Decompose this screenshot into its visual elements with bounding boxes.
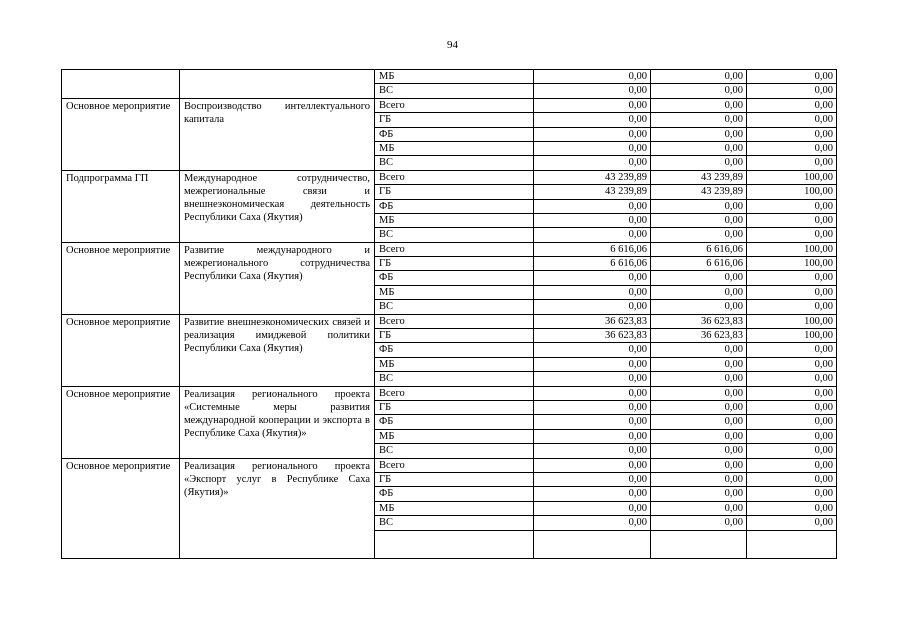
actual-amount-cell: 0,00 [651,357,747,371]
table-row [62,98,837,112]
planned-amount-cell: 0,00 [534,372,651,386]
event-name-cell: Реализация регионального проекта «Системные меры развития международной кооперации и экспорта в Республике Саха (Якутия)» [180,386,375,458]
funding-source-cell: ФБ [375,271,534,285]
planned-amount-cell: 0,00 [534,444,651,458]
funding-source-cell: ГБ [375,400,534,414]
funding-source-cell: ВС [375,300,534,314]
actual-amount-cell: 0,00 [651,444,747,458]
actual-amount-cell: 0,00 [651,98,747,112]
percent-cell: 0,00 [747,458,837,472]
funding-source-cell: ФБ [375,199,534,213]
percent-cell: 0,00 [747,516,837,530]
actual-amount-cell: 0,00 [651,372,747,386]
funding-source-cell: ФБ [375,127,534,141]
planned-amount-cell: 0,00 [534,84,651,98]
event-name-cell: Международное сотрудничество, межрегиональные связи и внешнеэкономическая деятельность Республики Саха (Якутия) [180,170,375,242]
percent-cell: 0,00 [747,271,837,285]
funding-source-cell: ВС [375,228,534,242]
percent-cell: 0,00 [747,415,837,429]
planned-amount-cell: 0,00 [534,98,651,112]
planned-amount-cell: 0,00 [534,156,651,170]
actual-amount-cell: 0,00 [651,84,747,98]
event-name-cell: Реализация регионального проекта «Экспорт услуг в Республике Саха (Якутия)» [180,458,375,558]
funding-source-cell: ВС [375,372,534,386]
percent-cell: 0,00 [747,400,837,414]
planned-amount-cell: 0,00 [534,516,651,530]
planned-amount-cell: 6 616,06 [534,257,651,271]
actual-amount-cell: 0,00 [651,415,747,429]
planned-amount-cell: 0,00 [534,213,651,227]
actual-amount-cell: 0,00 [651,285,747,299]
actual-amount-cell: 0,00 [651,516,747,530]
planned-amount-cell: 0,00 [534,458,651,472]
event-type-cell: Основное мероприятие [62,98,180,170]
percent-cell: 0,00 [747,213,837,227]
table-row [62,458,837,472]
funding-source-cell: Всего [375,242,534,256]
funding-source-cell: Всего [375,98,534,112]
funding-source-cell: МБ [375,285,534,299]
percent-cell: 100,00 [747,329,837,343]
funding-source-cell: ФБ [375,415,534,429]
actual-amount-cell: 43 239,89 [651,170,747,184]
page-number: 94 [447,39,458,51]
funding-source-cell: ГБ [375,113,534,127]
funding-source-cell: МБ [375,70,534,84]
actual-amount-cell: 6 616,06 [651,257,747,271]
funding-source-cell: ГБ [375,185,534,199]
event-name-cell: Воспроизводство интеллектуального капитала [180,98,375,170]
planned-amount-cell: 0,00 [534,127,651,141]
actual-amount-cell: 43 239,89 [651,185,747,199]
actual-amount-cell: 0,00 [651,487,747,501]
actual-amount-cell: 0,00 [651,386,747,400]
event-type-cell: Основное мероприятие [62,242,180,314]
percent-cell: 0,00 [747,472,837,486]
event-name-cell: Развитие международного и межрегионального сотрудничества Республики Саха (Якутия) [180,242,375,314]
planned-amount-cell: 0,00 [534,357,651,371]
table-row [62,386,837,400]
event-type-cell: Подпрограмма ГП [62,170,180,242]
actual-amount-cell: 0,00 [651,213,747,227]
planned-amount-cell: 0,00 [534,199,651,213]
actual-amount-cell: 0,00 [651,343,747,357]
planned-amount-cell: 0,00 [534,415,651,429]
funding-source-cell: Всего [375,314,534,328]
funding-source-cell: ГБ [375,257,534,271]
event-name-cell: Развитие внешнеэкономических связей и реализация имиджевой политики Республики Саха (Якутия) [180,314,375,386]
actual-amount-cell: 0,00 [651,458,747,472]
percent-cell: 0,00 [747,156,837,170]
empty-cell [375,530,534,558]
actual-amount-cell: 36 623,83 [651,329,747,343]
percent-cell: 0,00 [747,357,837,371]
funding-source-cell: Всего [375,386,534,400]
table-row [62,170,837,184]
empty-cell [534,530,651,558]
planned-amount-cell: 0,00 [534,343,651,357]
percent-cell: 0,00 [747,429,837,443]
actual-amount-cell: 0,00 [651,429,747,443]
percent-cell: 0,00 [747,141,837,155]
percent-cell: 0,00 [747,386,837,400]
planned-amount-cell: 43 239,89 [534,170,651,184]
percent-cell: 0,00 [747,300,837,314]
funding-source-cell: ВС [375,444,534,458]
percent-cell: 0,00 [747,199,837,213]
event-type-cell [62,70,180,99]
percent-cell: 0,00 [747,285,837,299]
planned-amount-cell: 0,00 [534,141,651,155]
actual-amount-cell: 0,00 [651,228,747,242]
funding-source-cell: МБ [375,501,534,515]
percent-cell: 0,00 [747,84,837,98]
funding-source-cell: ФБ [375,487,534,501]
actual-amount-cell: 0,00 [651,141,747,155]
actual-amount-cell: 0,00 [651,156,747,170]
planned-amount-cell: 0,00 [534,429,651,443]
percent-cell: 0,00 [747,113,837,127]
actual-amount-cell: 6 616,06 [651,242,747,256]
budget-table [61,69,837,559]
percent-cell: 100,00 [747,242,837,256]
actual-amount-cell: 0,00 [651,400,747,414]
percent-cell: 0,00 [747,98,837,112]
planned-amount-cell: 6 616,06 [534,242,651,256]
percent-cell: 0,00 [747,372,837,386]
actual-amount-cell: 0,00 [651,300,747,314]
funding-source-cell: ГБ [375,472,534,486]
percent-cell: 0,00 [747,444,837,458]
funding-source-cell: ГБ [375,329,534,343]
table-row [62,242,837,256]
actual-amount-cell: 0,00 [651,472,747,486]
percent-cell: 100,00 [747,314,837,328]
planned-amount-cell: 0,00 [534,271,651,285]
funding-source-cell: МБ [375,429,534,443]
actual-amount-cell: 0,00 [651,70,747,84]
planned-amount-cell: 0,00 [534,300,651,314]
percent-cell: 0,00 [747,228,837,242]
funding-source-cell: ФБ [375,343,534,357]
budget-table-body [62,70,837,559]
actual-amount-cell: 0,00 [651,271,747,285]
funding-source-cell: МБ [375,357,534,371]
percent-cell: 100,00 [747,257,837,271]
funding-source-cell: ВС [375,84,534,98]
planned-amount-cell: 36 623,83 [534,329,651,343]
actual-amount-cell: 0,00 [651,127,747,141]
funding-source-cell: МБ [375,141,534,155]
event-type-cell: Основное мероприятие [62,386,180,458]
actual-amount-cell: 0,00 [651,501,747,515]
planned-amount-cell: 0,00 [534,487,651,501]
event-type-cell: Основное мероприятие [62,314,180,386]
planned-amount-cell: 0,00 [534,285,651,299]
funding-source-cell: ВС [375,516,534,530]
planned-amount-cell: 43 239,89 [534,185,651,199]
percent-cell: 100,00 [747,170,837,184]
planned-amount-cell: 36 623,83 [534,314,651,328]
table-row [62,70,837,84]
planned-amount-cell: 0,00 [534,113,651,127]
actual-amount-cell: 0,00 [651,113,747,127]
planned-amount-cell: 0,00 [534,386,651,400]
percent-cell: 0,00 [747,70,837,84]
percent-cell: 100,00 [747,185,837,199]
empty-cell [747,530,837,558]
event-name-cell [180,70,375,99]
percent-cell: 0,00 [747,487,837,501]
planned-amount-cell: 0,00 [534,400,651,414]
planned-amount-cell: 0,00 [534,228,651,242]
funding-source-cell: Всего [375,458,534,472]
percent-cell: 0,00 [747,343,837,357]
planned-amount-cell: 0,00 [534,472,651,486]
funding-source-cell: Всего [375,170,534,184]
percent-cell: 0,00 [747,127,837,141]
event-type-cell: Основное мероприятие [62,458,180,558]
planned-amount-cell: 0,00 [534,501,651,515]
funding-source-cell: МБ [375,213,534,227]
table-row [62,314,837,328]
empty-cell [651,530,747,558]
actual-amount-cell: 0,00 [651,199,747,213]
funding-source-cell: ВС [375,156,534,170]
planned-amount-cell: 0,00 [534,70,651,84]
actual-amount-cell: 36 623,83 [651,314,747,328]
percent-cell: 0,00 [747,501,837,515]
